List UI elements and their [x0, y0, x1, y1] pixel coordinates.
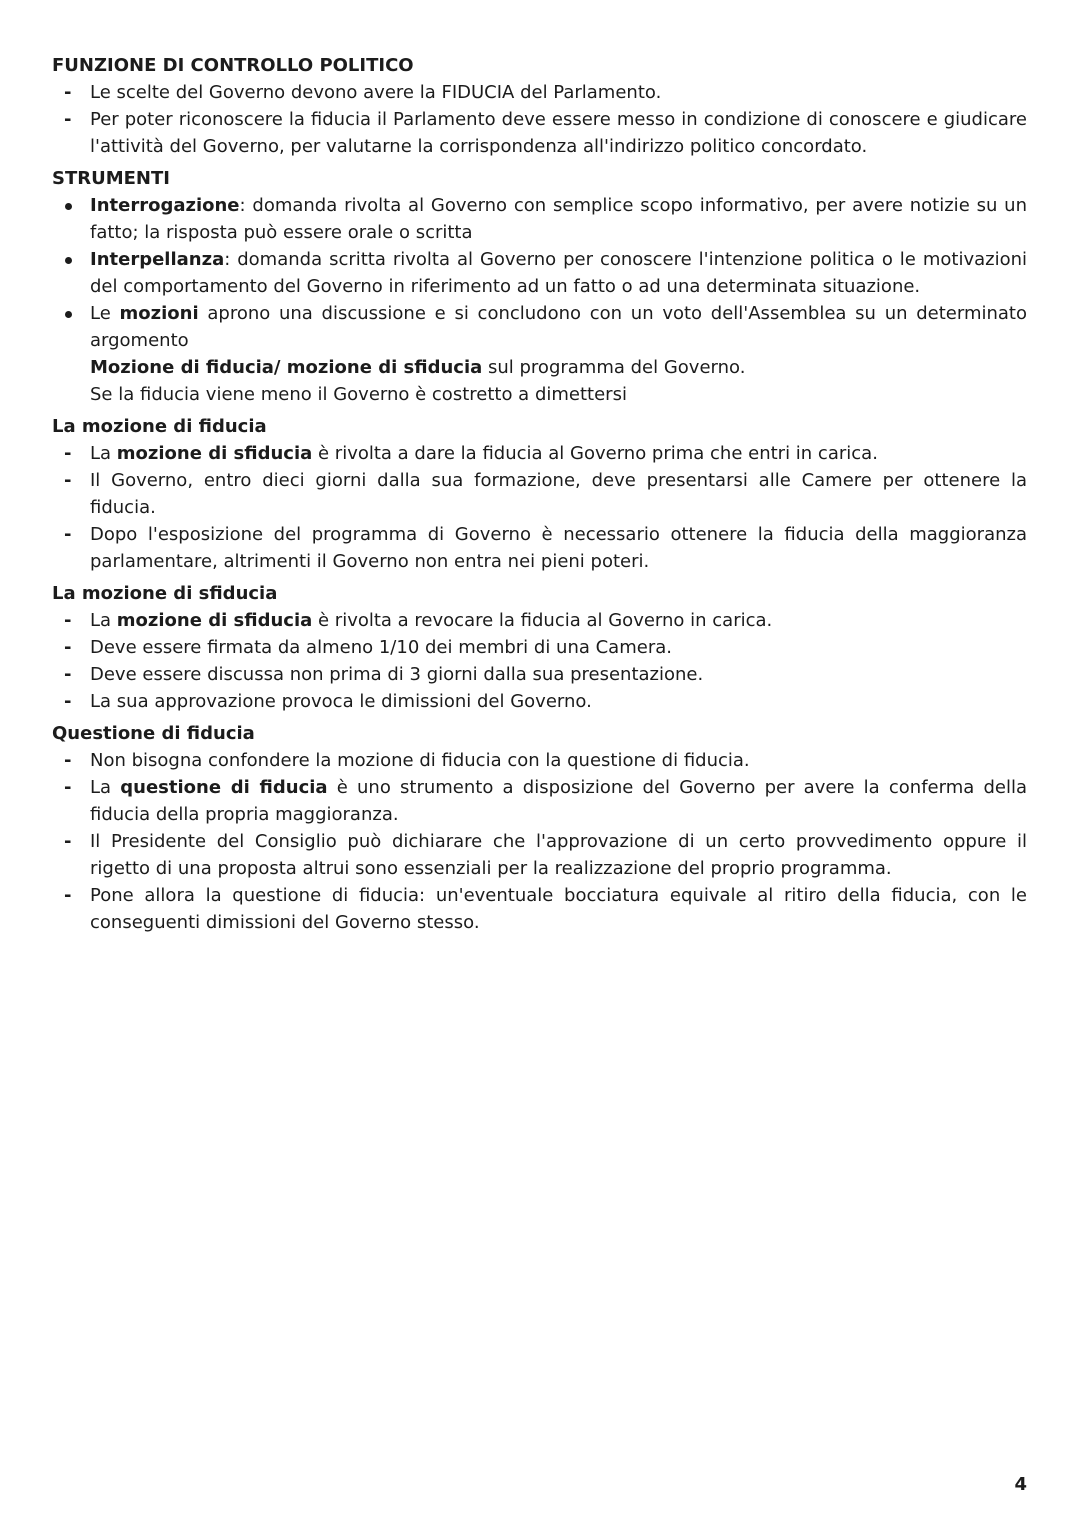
- term: mozione di sfiducia: [116, 443, 313, 464]
- list-item: - Dopo l'esposizione del programma di Governo è necessario ottenere la fiducia della maggioranza parlamentare, altrimenti il Governo non entra nei pieni poteri.: [52, 521, 1027, 575]
- section-mozione-fiducia: [52, 413, 1027, 575]
- section-questione-fiducia: [52, 720, 1027, 936]
- section-strumenti: [52, 165, 1027, 408]
- list-item-mozione-fiducia: [52, 354, 1027, 381]
- page-number: 4: [1014, 1474, 1027, 1495]
- definition: aprono una discussione e si concludono con un voto dell'Assemblea su un determinato argomento: [90, 303, 1027, 351]
- section-heading: La mozione di fiducia: [52, 416, 267, 437]
- section-heading: STRUMENTI: [52, 168, 170, 189]
- term: mozione di sfiducia: [116, 610, 313, 631]
- dash-list: [52, 440, 1027, 575]
- section-controllo-politico: [52, 52, 1027, 160]
- list-item: - Il Governo, entro dieci giorni dalla sua formazione, deve presentarsi alle Camere per ottenere la fiducia.: [52, 467, 1027, 521]
- term: Interrogazione: [90, 195, 240, 216]
- list-item: [52, 774, 1027, 828]
- dash-list: [52, 747, 1027, 936]
- prefix: La: [90, 443, 117, 464]
- list-item: - Deve essere firmata da almeno 1/10 dei membri di una Camera.: [52, 634, 1027, 661]
- list-item: - Il Presidente del Consiglio può dichiarare che l'approvazione di un certo provvedimento oppure il rigetto di una proposta altrui sono essenziali per la realizzazione del proprio programma.: [52, 828, 1027, 882]
- definition: : domanda scritta rivolta al Governo per conoscere l'intenzione politica o le motivazioni del comportamento del Governo in riferimento ad un fatto o ad una determinata situazione.: [90, 249, 1027, 297]
- prefix: Le: [90, 303, 120, 324]
- dash-list: [52, 79, 1027, 160]
- list-item: [52, 440, 1027, 467]
- definition: è uno strumento a disposizione del Governo per avere la conferma della fiducia della propria maggioranza.: [90, 777, 1027, 825]
- section-heading: La mozione di sfiducia: [52, 583, 278, 604]
- section-heading: FUNZIONE DI CONTROLLO POLITICO: [52, 55, 414, 76]
- list-item-interrogazione: [52, 192, 1027, 246]
- list-item: - Non bisogna confondere la mozione di fiducia con la questione di fiducia.: [52, 747, 1027, 774]
- prefix: La: [90, 610, 117, 631]
- term: Interpellanza: [90, 249, 225, 270]
- list-item: - Deve essere discussa non prima di 3 giorni dalla sua presentazione.: [52, 661, 1027, 688]
- term: questione di fiducia: [120, 777, 328, 798]
- definition: è rivolta a dare la fiducia al Governo prima che entri in carica.: [312, 443, 878, 464]
- list-item: - Le scelte del Governo devono avere la FIDUCIA del Parlamento.: [52, 79, 1027, 106]
- document-page: [52, 52, 1027, 941]
- definition: è rivolta a revocare la fiducia al Governo in carica.: [312, 610, 773, 631]
- list-item: - La sua approvazione provoca le dimissioni del Governo.: [52, 688, 1027, 715]
- list-item-note: Se la fiducia viene meno il Governo è costretto a dimettersi: [90, 384, 627, 405]
- list-item-interpellanza: [52, 246, 1027, 300]
- prefix: La: [90, 777, 121, 798]
- section-heading: Questione di fiducia: [52, 723, 255, 744]
- dash-list: [52, 607, 1027, 715]
- definition: sul programma del Governo.: [482, 357, 746, 378]
- term: Mozione di fiducia/ mozione di sfiducia: [90, 357, 483, 378]
- list-item: - Pone allora la questione di fiducia: un'eventuale bocciatura equivale al ritiro della fiducia, con le conseguenti dimissioni del Governo stesso.: [52, 882, 1027, 936]
- list-item: [52, 607, 1027, 634]
- definition: : domanda rivolta al Governo con semplice scopo informativo, per avere notizie su un fatto; la risposta può essere orale o scritta: [90, 195, 1027, 243]
- list-item-mozioni: [52, 300, 1027, 354]
- term: mozioni: [119, 303, 199, 324]
- list-item: - Per poter riconoscere la fiducia il Parlamento deve essere messo in condizione di conoscere e giudicare l'attività del Governo, per valutarne la corrispondenza all'indirizzo politico concordato.: [52, 106, 1027, 160]
- section-mozione-sfiducia: [52, 580, 1027, 715]
- bullet-list: [52, 192, 1027, 408]
